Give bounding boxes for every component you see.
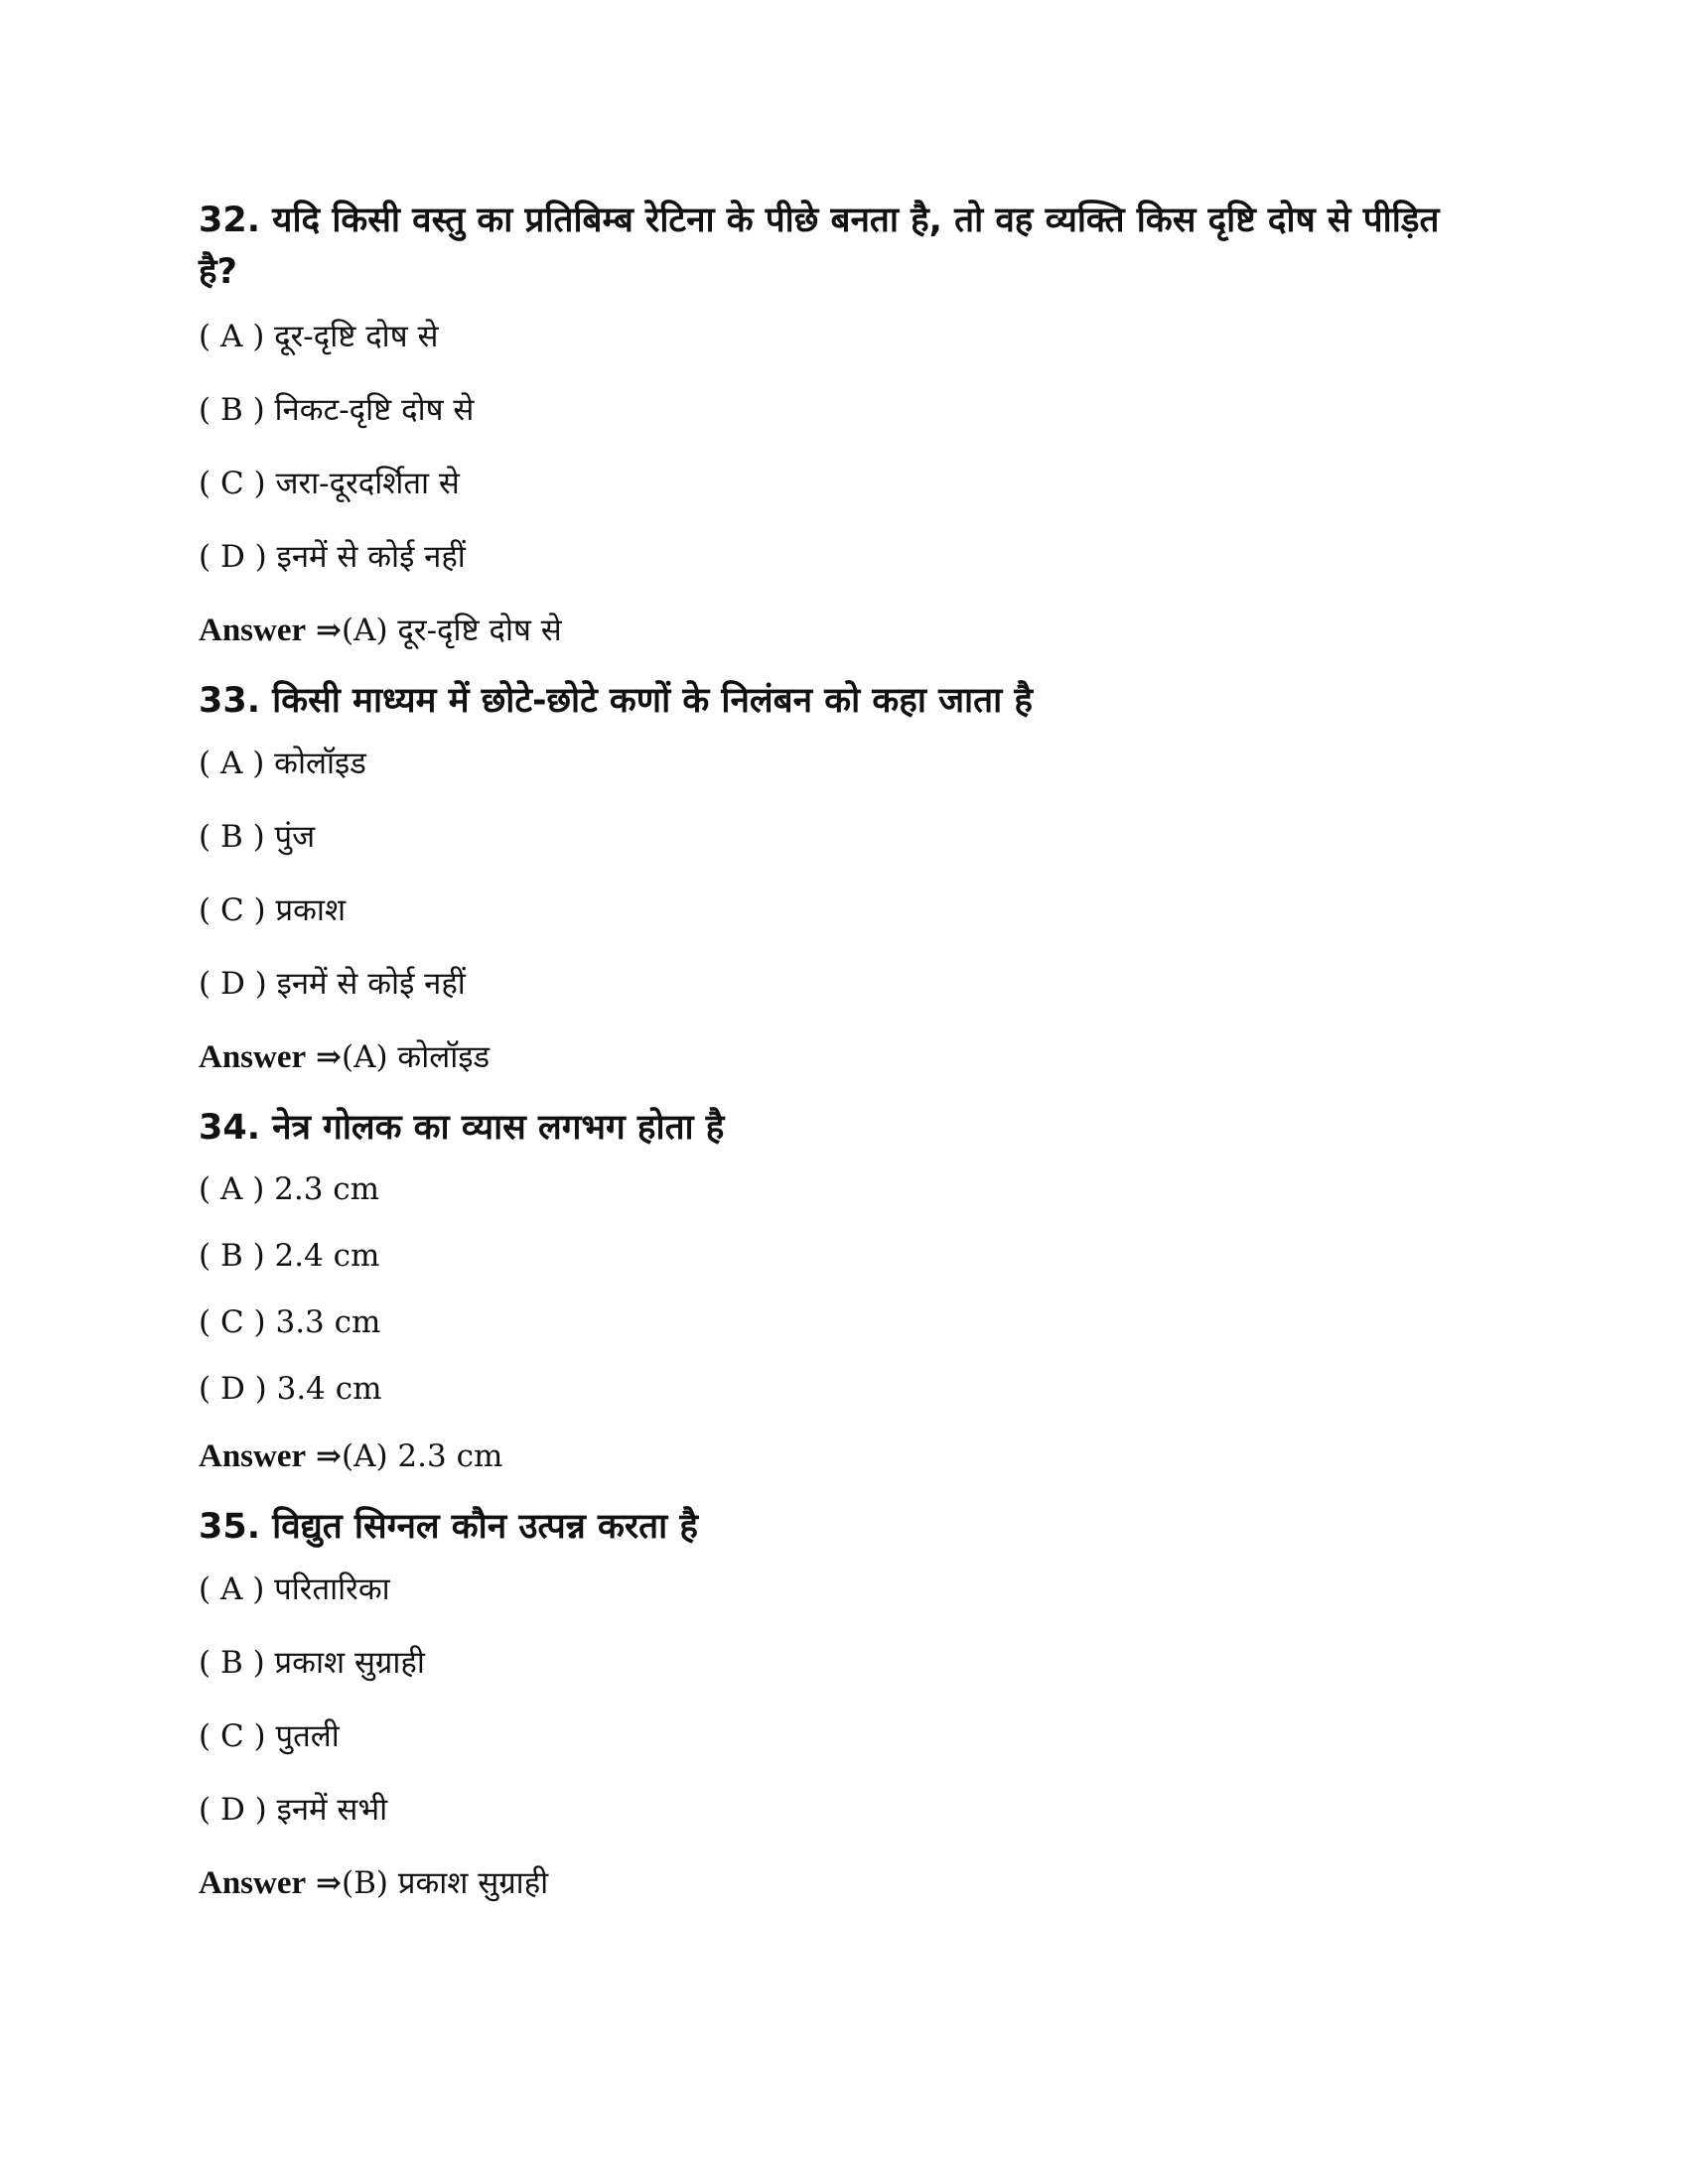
answer-arrow: ⇒ <box>316 1039 342 1075</box>
option-c: ( C ) 3.3 cm <box>199 1304 381 1340</box>
option-d: ( D ) इनमें से कोई नहीं <box>199 966 466 1002</box>
answer-line <box>199 610 1489 651</box>
option-a: ( A ) कोलॉइड <box>199 746 366 781</box>
answer-line <box>199 1862 1489 1904</box>
option-d: ( D ) इनमें से कोई नहीं <box>199 539 466 575</box>
answer-text: (A) दूर-दृष्टि दोष से <box>342 613 562 648</box>
option-a: ( A ) 2.3 cm <box>199 1171 380 1207</box>
option-d: ( D ) इनमें सभी <box>199 1792 388 1828</box>
option-c: ( C ) जरा-दूरदर्शिता से <box>199 466 460 501</box>
answer-text: (A) 2.3 cm <box>342 1438 503 1474</box>
option-a: ( A ) परितारिका <box>199 1571 390 1607</box>
option-c: ( C ) प्रकाश <box>199 892 347 928</box>
option-b: ( B ) निकट-दृष्टि दोष से <box>199 392 475 428</box>
answer-label: Answer <box>199 613 307 648</box>
answer-text: (B) प्रकाश सुग्राही <box>342 1865 549 1901</box>
question-title: 33. किसी माध्यम में छोटे-छोटे कणों के निलंबन को कहा जाता है <box>199 681 1033 721</box>
answer-label: Answer <box>199 1865 307 1901</box>
answer-text: (A) कोलॉइड <box>342 1039 491 1075</box>
answer-line <box>199 1036 1489 1078</box>
question-35 <box>199 1501 1489 1904</box>
answer-arrow: ⇒ <box>316 613 342 648</box>
question-title: 32. यदि किसी वस्तु का प्रतिबिम्ब रेटिना के पीछे बनता है, तो वह व्यक्ति किस दृष्टि दोष से पीड़ित है? <box>199 201 1440 292</box>
answer-label: Answer <box>199 1438 307 1474</box>
question-32 <box>199 195 1489 651</box>
document-page <box>199 195 1489 1928</box>
option-b: ( B ) पुंज <box>199 819 316 855</box>
option-c: ( C ) पुतली <box>199 1718 340 1754</box>
question-33 <box>199 675 1489 1078</box>
question-34 <box>199 1102 1489 1477</box>
question-title: 35. विद्युत सिग्नल कौन उत्पन्न करता है <box>199 1507 698 1547</box>
answer-arrow: ⇒ <box>316 1438 342 1474</box>
option-a: ( A ) दूर-दृष्टि दोष से <box>199 319 439 354</box>
answer-arrow: ⇒ <box>316 1865 342 1901</box>
answer-line <box>199 1435 1489 1477</box>
answer-label: Answer <box>199 1039 307 1075</box>
question-title: 34. नेत्र गोलक का व्यास लगभग होता है <box>199 1108 725 1148</box>
option-d: ( D ) 3.4 cm <box>199 1371 382 1407</box>
option-b: ( B ) 2.4 cm <box>199 1238 380 1274</box>
option-b: ( B ) प्रकाश सुग्राही <box>199 1645 425 1681</box>
